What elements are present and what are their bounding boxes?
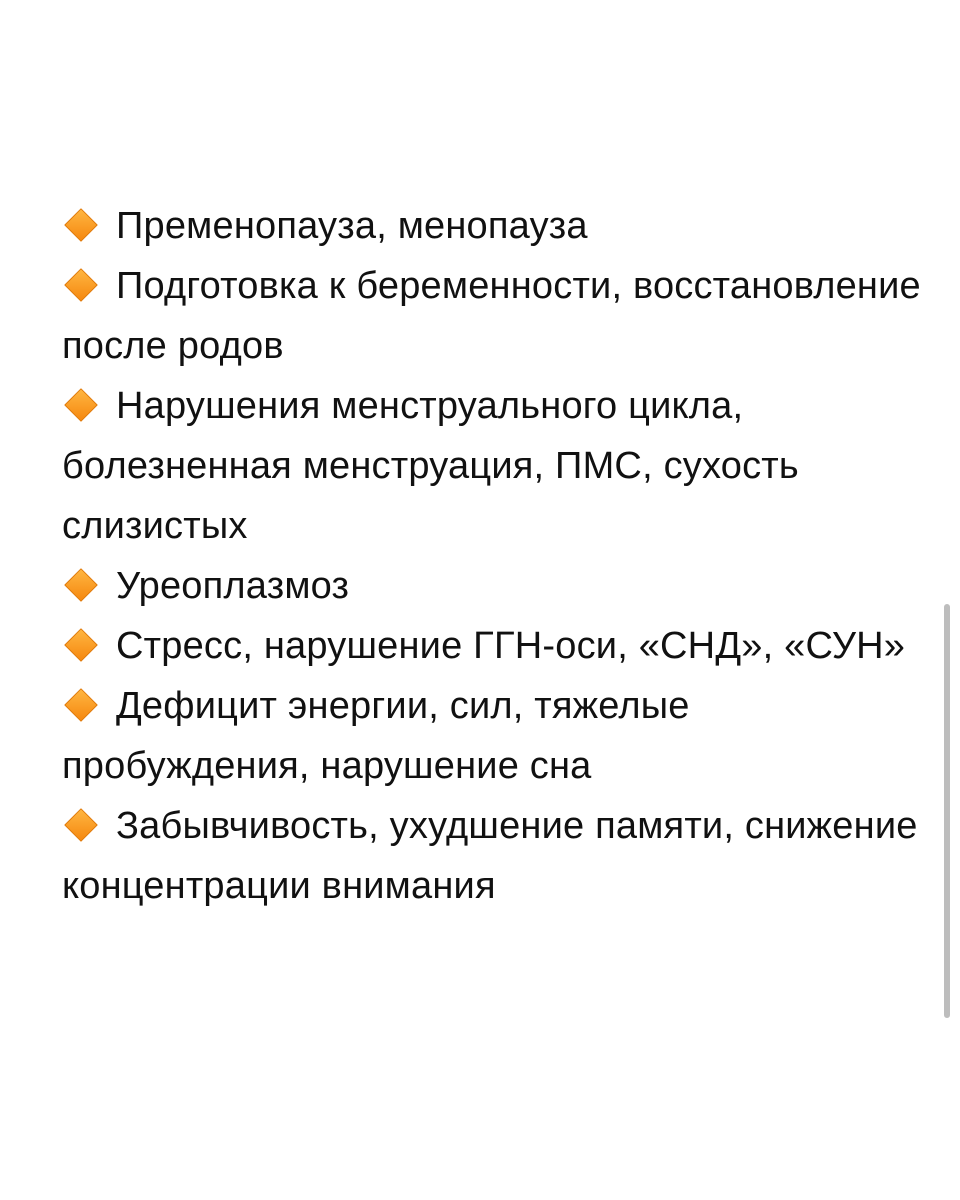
orange-diamond-icon	[62, 386, 100, 424]
vertical-scrollbar[interactable]	[944, 604, 950, 1018]
orange-diamond-icon	[62, 806, 100, 844]
list-item-text: Дефицит энергии, сил, тяжелые пробуждения, нарушение сна	[62, 685, 690, 787]
orange-diamond-icon	[62, 266, 100, 304]
list-item	[62, 676, 922, 796]
list-item-text: Стресс, нарушение ГГН-оси, «СНД», «СУН»	[116, 625, 906, 667]
list-item-text: Уреоплазмоз	[116, 565, 350, 607]
list-item-text: Забывчивость, ухудшение памяти, снижение концентрации внимания	[62, 805, 918, 907]
list-item-text: Нарушения менструального цикла, болезненная менструация, ПМС, сухость слизистых	[62, 385, 799, 547]
list-item-text: Подготовка к беременности, восстановление после родов	[62, 265, 921, 367]
list-item	[62, 796, 922, 916]
list-item	[62, 376, 922, 556]
orange-diamond-icon	[62, 626, 100, 664]
list-item	[62, 616, 922, 676]
list-item-text: Пременопауза, менопауза	[116, 205, 588, 247]
bullet-list	[62, 196, 922, 916]
list-item	[62, 196, 922, 256]
list-item	[62, 556, 922, 616]
orange-diamond-icon	[62, 686, 100, 724]
list-item	[62, 256, 922, 376]
orange-diamond-icon	[62, 206, 100, 244]
orange-diamond-icon	[62, 566, 100, 604]
